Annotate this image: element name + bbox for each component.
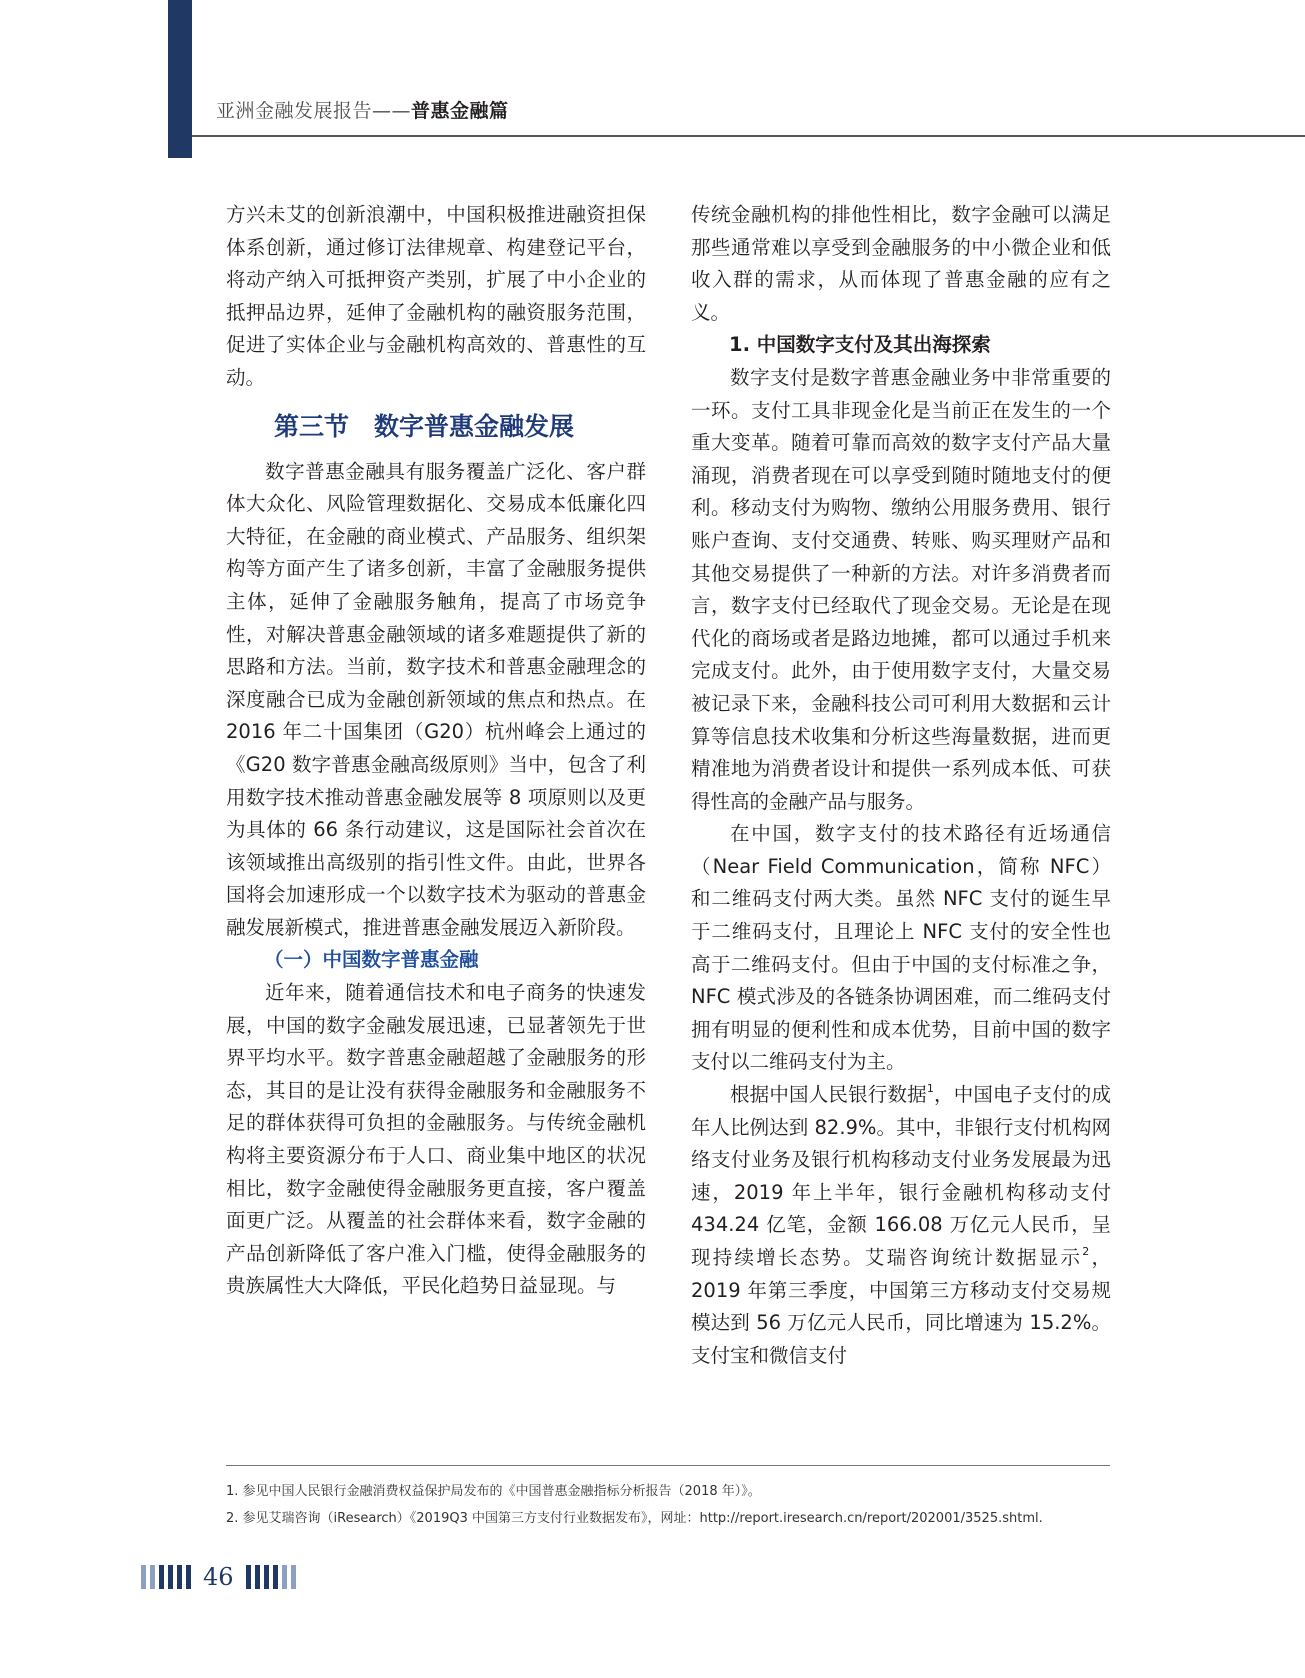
left-column (226, 199, 646, 1303)
paragraph: 数字普惠金融具有服务覆盖广泛化、客户群体大众化、风险管理数据化、交易成本低廉化四大特征，在金融的商业模式、产品服务、组织架构等方面产生了诸多创新，丰富了金融服务提供主体，延伸了金融服务触角，提高了市场竞争性，对解决普惠金融领域的诸多难题提供了新的思路和方法。当前，数字技术和普惠金融理念的深度融合已成为金融创新领域的焦点和热点。在 2016 年二十国集团（G20）杭州峰会上通过的《G20 数字普惠金融高级原则》当中，包含了利用数字技术推动普惠金融发展等 8 项原则以及更为具体的 66 条行动建议，这是国际社会首次在该领域推出高级别的指引性文件。由此，世界各国将会加速形成一个以数字技术为驱动的普惠金融发展新模式，推进普惠金融发展迈入新阶段。 (226, 459, 646, 939)
running-head (216, 96, 509, 123)
footnote-ref-2: 2 (1082, 1245, 1090, 1258)
decorative-stripes-left (141, 1565, 195, 1589)
section-title: 第三节 数字普惠金融发展 (274, 411, 575, 441)
paragraph-text: ，中国电子支付的成年人比例达到 82.9%。其中，非银行支付机构网络支付业务及银行机构移动支付业务发展最为迅速，2019 年上半年，银行金融机构移动支付 434.24 亿笔，金额 166.08 万亿元人民币，呈现持续增长态势。艾瑞咨询统计数据显示 (691, 1083, 1111, 1269)
right-column (691, 199, 1111, 1372)
footnote-2: 2. 参见艾瑞咨询（iResearch）《2019Q3 中国第三方支付行业数据发布》，网址：http://report.iresearch.cn/report/202001/3525.shtml. (226, 1511, 1043, 1526)
running-head-subtitle: 普惠金融篇 (411, 100, 509, 122)
paragraph (691, 1079, 1111, 1372)
page-footer (141, 1564, 300, 1590)
paragraph: 近年来，随着通信技术和电子商务的快速发展，中国的数字金融发展迅速，已显著领先于世界平均水平。数字普惠金融超越了金融服务的形态，其目的是让没有获得金融服务和金融服务不足的群体获得可负担的金融服务。与传统金融机构将主要资源分布于人口、商业集中地区的状况相比，数字金融使得金融服务更直接，客户覆盖面更广泛。从覆盖的社会群体来看，数字金融的产品创新降低了客户准入门槛，使得金融服务的贵族属性大大降低，平民化趋势日益显现。与 (226, 981, 646, 1298)
paragraph-intro: 方兴未艾的创新浪潮中，中国积极推进融资担保体系创新，通过修订法律规章、构建登记平台，将动产纳入可抵押资产类别，扩展了中小企业的抵押品边界，延伸了金融机构的融资服务范围，促进了实体企业与金融机构高效的、普惠性的互动。 (226, 203, 646, 389)
header-side-bar (168, 0, 192, 158)
footnotes (226, 1478, 1116, 1532)
page-number: 46 (203, 1563, 234, 1591)
footnote-rule (226, 1465, 1110, 1466)
footnote-1: 1. 参见中国人民银行金融消费权益保护局发布的《中国普惠金融指标分析报告（2018 年）》。 (226, 1484, 761, 1499)
paragraph-text: 根据中国人民银行数据 (730, 1083, 927, 1107)
decorative-stripes-right (246, 1565, 300, 1589)
running-head-title: 亚洲金融发展报告—— (216, 100, 412, 122)
paragraph-continued: 传统金融机构的排他性相比，数字金融可以满足那些通常难以享受到金融服务的中小微企业和低收入群的需求，从而体现了普惠金融的应有之义。 (691, 203, 1111, 324)
paragraph: 在中国，数字支付的技术路径有近场通信（Near Field Communication，简称 NFC）和二维码支付两大类。虽然 NFC 支付的诞生早于二维码支付，且理论上 NFC 支付的安全性也高于二维码支付。但由于中国的支付标准之争，NFC 模式涉及的各链条协调困难，而二维码支付拥有明显的便利性和成本优势，目前中国的数字支付以二维码支付为主。 (691, 822, 1111, 1074)
subsection-title: （一）中国数字普惠金融 (264, 948, 479, 972)
footnote-ref-1: 1 (926, 1082, 934, 1096)
header-rule (192, 135, 1305, 137)
paragraph: 数字支付是数字普惠金融业务中非常重要的一环。支付工具非现金化是当前正在发生的一个重大变革。随着可靠而高效的数字支付产品大量涌现，消费者现在可以享受到随时随地支付的便利。移动支付为购物、缴纳公用服务费用、银行账户查询、支付交通费、转账、购买理财产品和其他交易提供了一种新的方法。对许多消费者而言，数字支付已经取代了现金交易。无论是在现代化的商场或者是路边地摊，都可以通过手机来完成支付。此外，由于使用数字支付，大量交易被记录下来，金融科技公司可利用大数据和云计算等信息技术收集和分析这些海量数据，进而更精准地为消费者设计和提供一系列成本低、可获得性高的金融产品与服务。 (691, 365, 1111, 813)
numbered-heading: 1. 中国数字支付及其出海探索 (729, 333, 991, 357)
paragraph-text: ，2019 年第三季度，中国第三方移动支付交易规模达到 56 万亿元人民币，同比增速为 15.2%。支付宝和微信支付 (691, 1246, 1111, 1367)
